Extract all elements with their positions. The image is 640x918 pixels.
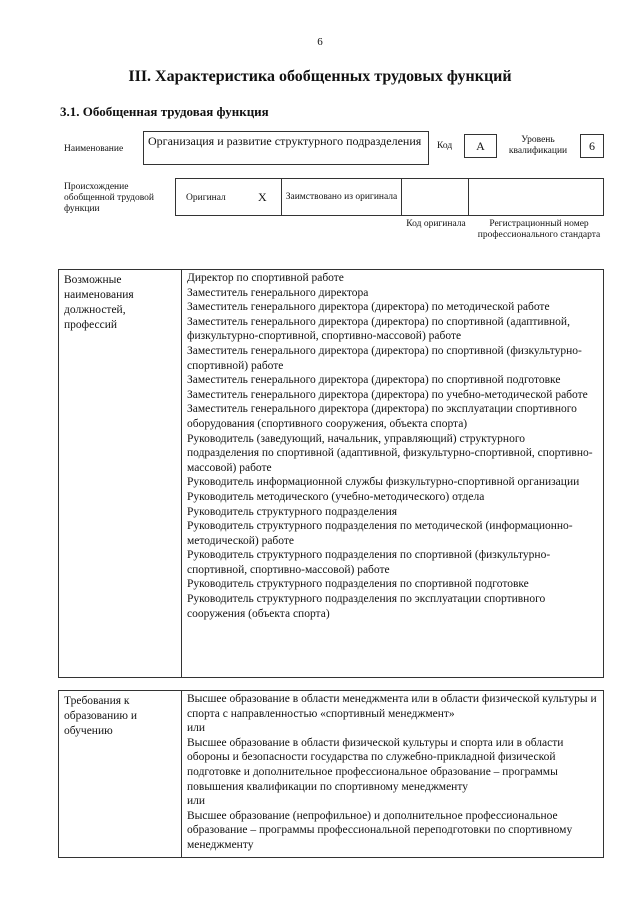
positions-list bbox=[182, 270, 603, 622]
level-label: Уровень квалификации bbox=[508, 135, 568, 156]
positions-label: Возможные наименования должностей, профессий bbox=[59, 270, 182, 677]
borrowed-label: Заимствовано из оригинала bbox=[281, 178, 402, 216]
section-title: III. Характеристика обобщенных трудовых функций bbox=[128, 68, 512, 85]
position-item: Руководитель структурного подразделения по эксплуатации спортивного сооружения (объекта спорта) bbox=[187, 593, 546, 620]
education-item: или bbox=[187, 722, 206, 735]
reg-number-caption: Регистрационный номер профессионального стандарта bbox=[477, 219, 601, 240]
subsection-title: 3.1. Обобщенная трудовая функция bbox=[60, 104, 269, 119]
position-item: Руководитель структурного подразделения по спортивной подготовке bbox=[187, 578, 529, 591]
position-item: Заместитель генерального директора bbox=[187, 286, 369, 299]
position-item: Руководитель структурного подразделения bbox=[187, 505, 398, 518]
original-label: Оригинал bbox=[186, 193, 226, 203]
position-item: Руководитель структурного подразделения по методической (информационно-методической) работе bbox=[187, 520, 573, 547]
positions-table bbox=[58, 269, 604, 678]
original-mark: X bbox=[258, 190, 267, 204]
origin-label: Происхождение обобщенной трудовой функции bbox=[64, 182, 154, 214]
position-item: Директор по спортивной работе bbox=[187, 272, 344, 284]
position-item: Руководитель (заведующий, начальник, управляющий) структурного подразделения по спортивной (адаптивной, физкультурно-спортивной, спортивно-массовой) работе bbox=[187, 432, 593, 474]
code-label: Код bbox=[437, 141, 453, 151]
position-item: Руководитель структурного подразделения по спортивной (физкультурно-спортивной, спортивно-массовой) работе bbox=[187, 549, 551, 576]
education-item: или bbox=[187, 795, 206, 808]
position-item: Заместитель генерального директора (директора) по спортивной (адаптивной, физкультурно-спортивной, спортивно-массовой) работе bbox=[187, 315, 570, 343]
position-item: Заместитель генерального директора (директора) по спортивной (физкультурно-спортивной) работе bbox=[187, 344, 582, 372]
position-item: Руководитель информационной службы физкультурно-спортивной организации bbox=[187, 476, 580, 489]
education-label: Требования к образованию и обучению bbox=[59, 691, 182, 857]
position-item: Заместитель генерального директора (директора) по методической работе bbox=[187, 301, 550, 314]
education-item: Высшее образование (непрофильное) и дополнительное профессиональное образование – программы профессиональной переподготовки по спортивному менеджменту bbox=[187, 809, 573, 851]
name-label: Наименование bbox=[64, 144, 124, 154]
position-item: Заместитель генерального директора (директора) по учебно-методической работе bbox=[187, 388, 588, 401]
reg-number-cell bbox=[468, 178, 604, 216]
position-item: Заместитель генерального директора (директора) по спортивной подготовке bbox=[187, 374, 561, 387]
position-item: Заместитель генерального директора (директора) по эксплуатации спортивного оборудования (спортивного сооружения, объекта спорта) bbox=[187, 403, 577, 430]
education-list bbox=[182, 691, 603, 854]
code-original-caption: Код оригинала bbox=[406, 219, 466, 229]
education-item: Высшее образование в области менеджмента или в области физической культуры и спорта с направленностью «спортивный менеджмент» bbox=[187, 693, 597, 720]
origin-original-cell bbox=[175, 178, 282, 216]
code-original-cell bbox=[401, 178, 469, 216]
page-number: 6 bbox=[317, 36, 323, 48]
name-value: Организация и развитие структурного подразделения bbox=[143, 131, 429, 165]
code-value: A bbox=[464, 134, 497, 158]
position-item: Руководитель методического (учебно-методического) отдела bbox=[187, 490, 485, 503]
level-value: 6 bbox=[580, 134, 604, 158]
education-item: Высшее образование в области физической культуры и спорта или в области обороны и безопасности государства по служебно-прикладной физической подготовке и дополнительное профессиональное образование – программы повышения квалификации по спортивному менеджменту bbox=[187, 736, 564, 793]
education-table bbox=[58, 690, 604, 858]
